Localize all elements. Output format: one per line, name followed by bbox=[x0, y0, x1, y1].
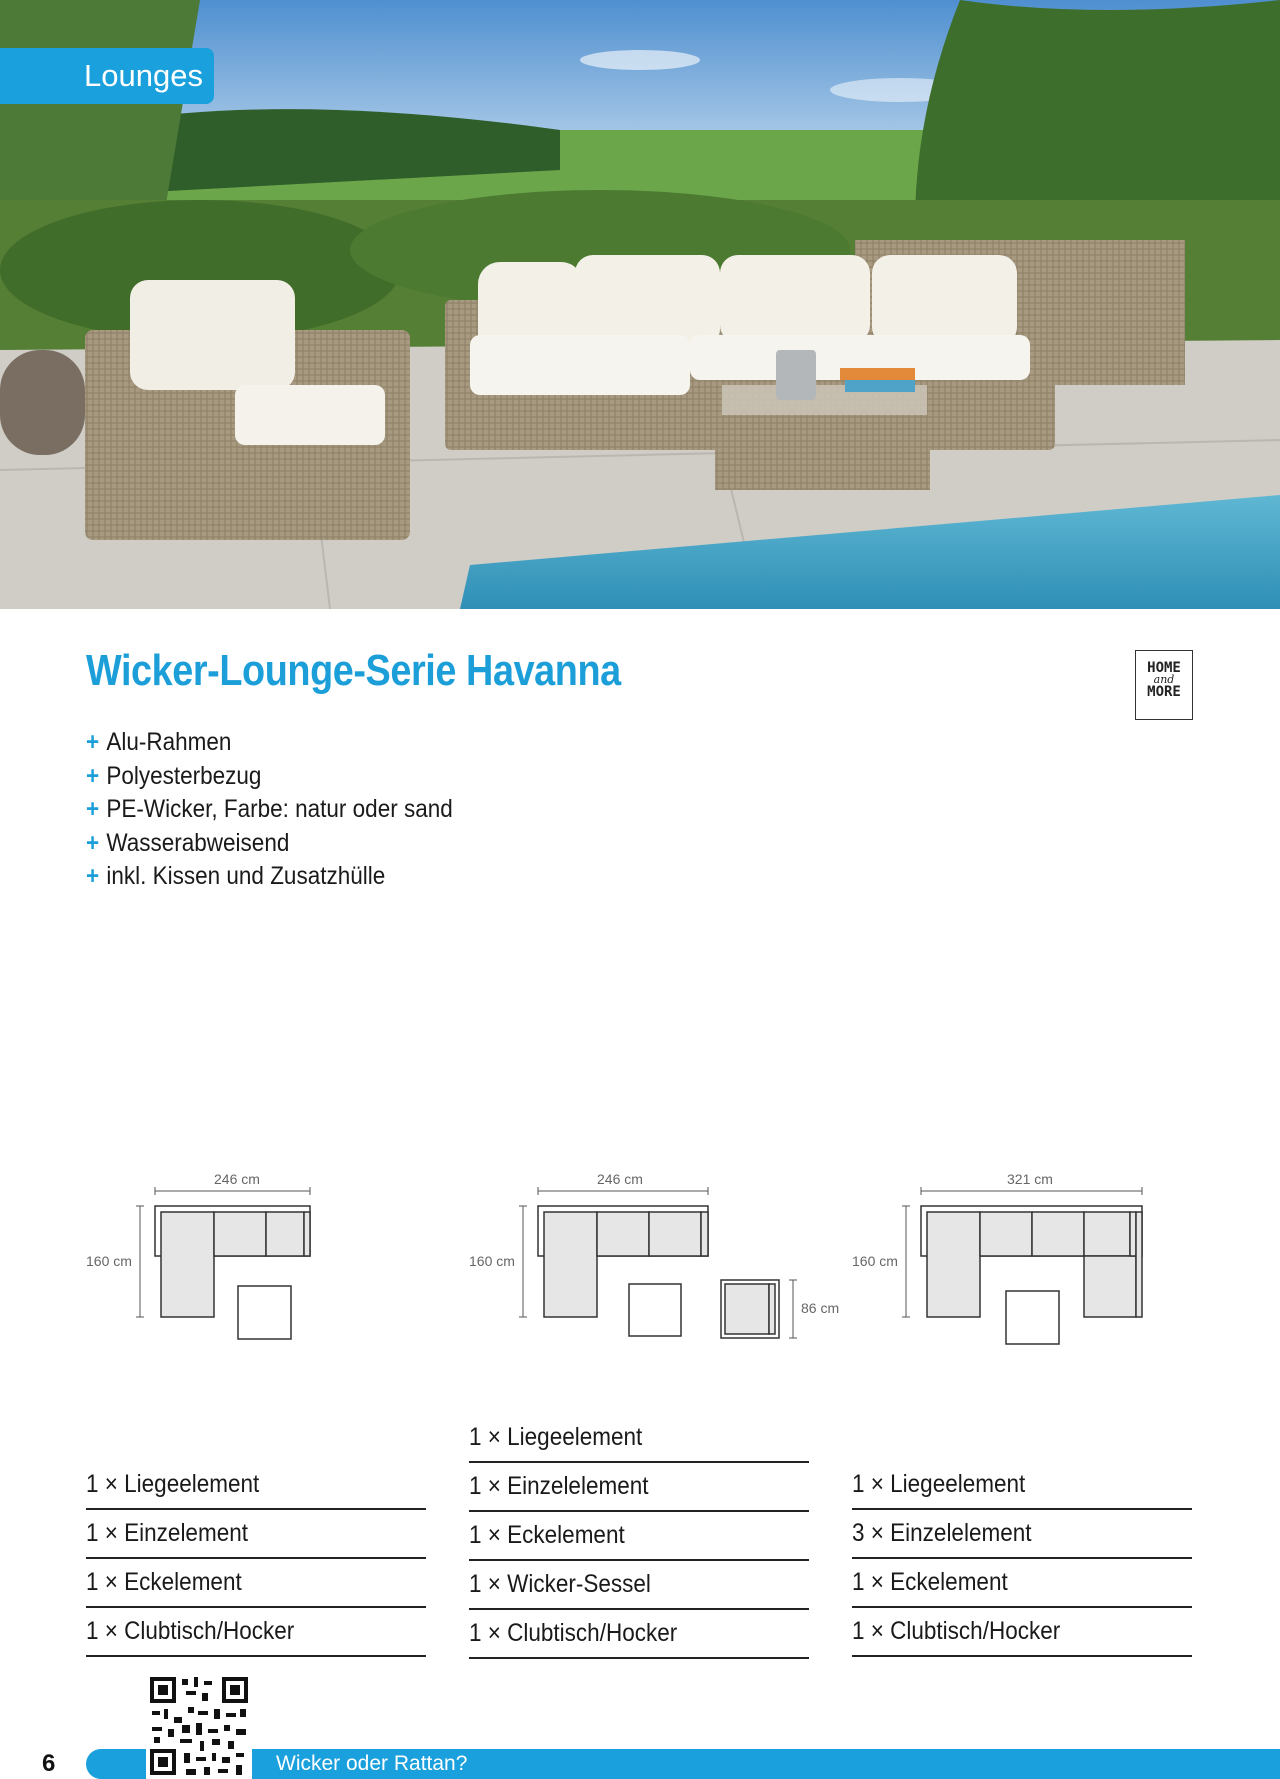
depth-label-2: 160 cm bbox=[469, 1253, 515, 1269]
list-item bbox=[852, 1608, 1192, 1657]
feature-text: Polyesterbezug bbox=[106, 761, 262, 790]
feature-item bbox=[86, 860, 453, 894]
list-item-text: 1 × Liegeelement bbox=[86, 1470, 260, 1498]
list-item-text: 1 × Eckelement bbox=[852, 1568, 1008, 1596]
list-item-text: 1 × Liegeelement bbox=[469, 1423, 643, 1451]
config-list-3 bbox=[852, 1461, 1192, 1657]
section-tab bbox=[0, 48, 214, 104]
layout-diagram-3 bbox=[896, 1185, 1156, 1355]
product-title: Wicker-Lounge-Serie Havanna bbox=[86, 646, 621, 695]
list-item bbox=[852, 1559, 1192, 1608]
width-label-1: 246 cm bbox=[214, 1171, 260, 1187]
width-label-2: 246 cm bbox=[597, 1171, 643, 1187]
list-item-text: 1 × Eckelement bbox=[86, 1568, 242, 1596]
list-item-text: 3 × Einzelelement bbox=[852, 1519, 1032, 1547]
list-item bbox=[469, 1463, 809, 1512]
list-item-text: 1 × Wicker-Sessel bbox=[469, 1570, 651, 1598]
list-item-text: 1 × Clubtisch/Hocker bbox=[852, 1617, 1061, 1645]
list-item bbox=[469, 1610, 809, 1659]
list-item-text: 1 × Einzelelement bbox=[469, 1472, 649, 1500]
plus-icon: + bbox=[86, 761, 100, 790]
list-item bbox=[469, 1512, 809, 1561]
page-number: 6 bbox=[42, 1750, 56, 1777]
width-label-3: 321 cm bbox=[1007, 1171, 1053, 1187]
footer-link[interactable]: Wicker oder Rattan? bbox=[276, 1752, 468, 1775]
plus-icon: + bbox=[86, 728, 100, 756]
list-item bbox=[86, 1461, 426, 1510]
plus-icon: + bbox=[86, 828, 100, 857]
depth-label-3: 160 cm bbox=[852, 1253, 898, 1269]
list-item bbox=[86, 1608, 426, 1657]
list-item-text: 1 × Clubtisch/Hocker bbox=[86, 1617, 295, 1645]
plus-icon: + bbox=[86, 795, 100, 823]
depth-label-1: 160 cm bbox=[86, 1253, 132, 1269]
section-tab-label: Lounges bbox=[84, 58, 203, 93]
feature-list bbox=[86, 726, 494, 894]
feature-text: Alu-Rahmen bbox=[106, 728, 232, 756]
extra-depth-label-2: 86 cm bbox=[801, 1300, 840, 1316]
list-item-text: 1 × Einzelement bbox=[86, 1519, 248, 1547]
list-item bbox=[86, 1559, 426, 1608]
qr-code-icon[interactable] bbox=[146, 1673, 252, 1779]
config-list-2 bbox=[469, 1414, 809, 1659]
feature-text: PE-Wicker, Farbe: natur oder sand bbox=[106, 795, 453, 823]
layout-diagram-1 bbox=[130, 1185, 340, 1345]
plus-icon: + bbox=[86, 862, 100, 890]
footer-bar bbox=[86, 1749, 1280, 1779]
list-item bbox=[852, 1510, 1192, 1559]
list-item bbox=[852, 1461, 1192, 1510]
logo-line-3: MORE bbox=[1147, 684, 1181, 700]
home-and-more-logo bbox=[1135, 650, 1193, 720]
config-list-1 bbox=[86, 1461, 426, 1657]
feature-item bbox=[86, 726, 453, 760]
feature-item bbox=[86, 793, 453, 827]
list-item bbox=[469, 1561, 809, 1610]
list-item-text: 1 × Eckelement bbox=[469, 1521, 625, 1549]
list-item-text: 1 × Clubtisch/Hocker bbox=[469, 1619, 678, 1647]
feature-item bbox=[86, 827, 453, 861]
feature-text: inkl. Kissen und Zusatzhülle bbox=[106, 862, 386, 890]
layout-diagram-2 bbox=[513, 1185, 803, 1345]
list-item bbox=[86, 1510, 426, 1559]
feature-text: Wasserabweisend bbox=[106, 828, 290, 857]
feature-item bbox=[86, 760, 453, 794]
list-item bbox=[469, 1414, 809, 1463]
logo-line-1: HOME bbox=[1147, 660, 1181, 676]
logo-line-2: and bbox=[1153, 673, 1175, 686]
list-item-text: 1 × Liegeelement bbox=[852, 1470, 1026, 1498]
